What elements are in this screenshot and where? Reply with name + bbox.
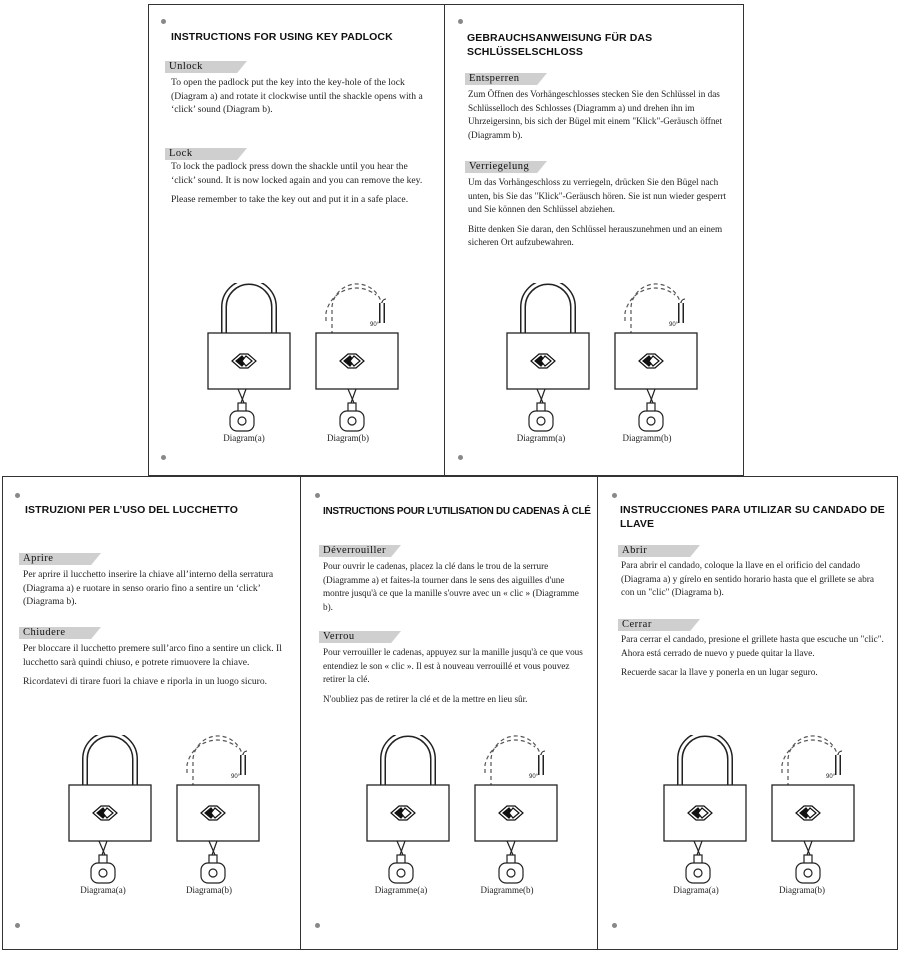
unlock-text: To open the padlock put the key into the key-hole of the lock (Diagram a) and rotate it clockwise until the shackle opens with a ‘click’ sound (Diagram b).: [171, 77, 423, 115]
section-heading: [465, 161, 547, 173]
lock-text: Um das Vorhängeschloss zu verriegeln, drücken Sie den Bügel nach unten, bis Sie das "Klick"-Geräusch hören. Sie ist nun wieder gesperrt und Sie können den Schlüssel abziehen.: [468, 177, 727, 214]
lock-heading: Lock: [169, 148, 193, 159]
unlock-section: [319, 545, 583, 620]
corner-dot: [458, 19, 463, 24]
lock-text: Para cerrar el candado, presione el grillete hasta que escuche un "clic". Ahora está cerrado de nuevo y puede quitar la llave.: [621, 635, 884, 659]
unlock-heading: Déverrouiller: [323, 545, 387, 556]
panel-german: [444, 4, 744, 476]
lock-text: Per bloccare il lucchetto premere sull’arco fino a sentire un click. Il lucchetto sarà quindi chiuso, e potrete rimuovere la chiave.: [23, 643, 282, 668]
angle-label: 90°: [529, 774, 539, 780]
corner-dot: [315, 923, 320, 928]
diagram-b-caption: Diagram(b): [327, 433, 369, 443]
unlock-text: Pour ouvrir le cadenas, placez la clé dans le trou de la serrure (Diagramme a) et faites-la tourner dans le sens des aiguilles d'une montre jusqu'à ce que la manille s'ouvre avec un « clic » (Diagramme b).: [323, 561, 579, 612]
diagram-a-caption: Diagram(a): [223, 433, 265, 443]
unlock-section: [165, 61, 427, 123]
panel-french: [300, 476, 599, 950]
lock-text: Pour verrouiller le cadenas, appuyez sur la manille jusqu'à ce que vous entendiez le son « clic ». Il est à nouveau verrouillé et vous pouvez retirer la clé.: [323, 647, 583, 684]
angle-label: 90°: [669, 322, 679, 328]
section-heading: [618, 545, 700, 557]
corner-dot: [161, 19, 166, 24]
corner-dot: [15, 493, 20, 498]
lock-heading: Chiudere: [23, 627, 66, 638]
diagram-a-caption: Diagramme(a): [374, 885, 428, 895]
corner-dot: [458, 455, 463, 460]
padlock-closed-diagram: [363, 735, 463, 895]
panel-italian: [2, 476, 302, 950]
note-text: N'oubliez pas de retirer la clé et de la mettre en lieu sûr.: [323, 693, 528, 704]
diagrams: [503, 283, 733, 453]
angle-label: 90°: [826, 774, 836, 780]
lock-section: [165, 148, 427, 213]
panel-title: INSTRUCTIONS FOR USING KEY PADLOCK: [171, 31, 393, 43]
section-heading: [319, 631, 401, 643]
section-heading: [319, 545, 401, 557]
section-heading: [165, 61, 247, 73]
section-heading: [19, 553, 101, 565]
diagram-b-caption: Diagramm(b): [622, 433, 672, 443]
lock-section: [465, 161, 730, 256]
corner-dot: [15, 923, 20, 928]
diagram-a-caption: Diagrama(a): [80, 885, 126, 895]
panel-spanish: [597, 476, 898, 950]
note-text: Please remember to take the key out and put it in a safe place.: [171, 194, 409, 205]
lock-heading: Cerrar: [622, 619, 652, 630]
lock-text: To lock the padlock press down the shackle until you hear the ‘click’ sound. It is now locked again and you can remove the key.: [171, 161, 423, 186]
section-heading: [165, 148, 247, 160]
angle-label: 90°: [370, 322, 380, 328]
padlock-open-diagram: [173, 735, 283, 895]
unlock-section: [19, 553, 291, 615]
unlock-heading: Unlock: [169, 61, 203, 72]
unlock-text: Para abrir el candado, coloque la llave en el orificio del candado (Diagrama a) y gírelo en sentido horario hasta que el grillete se abra con un "clic" (Diagrama b).: [621, 561, 874, 598]
diagram-a-caption: Diagrama(a): [673, 885, 719, 895]
diagrams: [660, 735, 890, 905]
note-text: Ricordatevi di tirare fuori la chiave e riporla in un luogo sicuro.: [23, 676, 268, 687]
diagram-b-caption: Diagramme(b): [480, 885, 534, 895]
diagrams: [363, 735, 593, 905]
diagrams: [65, 735, 295, 905]
padlock-closed-diagram: [660, 735, 760, 895]
unlock-text: Per aprire il lucchetto inserire la chiave all’interno della serratura (Diagrama a) e ruotare in senso orario fino a sentire un ‘click’ (Diagrama b).: [23, 569, 274, 607]
padlock-open-diagram: [768, 735, 878, 895]
lock-heading: Verriegelung: [469, 161, 530, 172]
corner-dot: [161, 455, 166, 460]
diagram-a-caption: Diagramm(a): [516, 433, 566, 443]
lock-heading: Verrou: [323, 631, 355, 642]
diagram-b-caption: Diagrama(b): [186, 885, 232, 895]
angle-label: 90°: [231, 774, 241, 780]
lock-section: [618, 619, 884, 687]
padlock-closed-diagram: [503, 283, 603, 443]
unlock-heading: Entsperren: [469, 73, 520, 84]
lock-section: [19, 627, 291, 695]
unlock-heading: Aprire: [23, 553, 54, 564]
padlock-open-diagram: [471, 735, 581, 895]
panel-english: [148, 4, 446, 476]
padlock-closed-diagram: [65, 735, 165, 895]
corner-dot: [612, 493, 617, 498]
unlock-section: [465, 73, 730, 148]
unlock-heading: Abrir: [622, 545, 648, 556]
panel-title: GEBRAUCHSANWEISUNG FÜR DAS SCHLÜSSELSCHLOSS: [467, 32, 653, 58]
note-text: Recuerde sacar la llave y ponerla en un lugar seguro.: [621, 668, 818, 678]
corner-dot: [315, 493, 320, 498]
note-text: Bitte denken Sie daran, den Schlüssel herauszunehmen und an einem sicheren Ort aufzubewahren.: [468, 223, 723, 247]
unlock-text: Zum Öffnen des Vorhängeschlosses stecken Sie den Schlüssel in das Schlüsselloch des Schlosses (Diagramm a) und drehen ihn im Uhrzeigersinn, bis sich der Bügel mit einem "Klick"-Geräusch öffnet (Diagramm b).: [468, 89, 723, 140]
section-heading: [19, 627, 101, 639]
diagram-b-caption: Diagrama(b): [779, 885, 825, 895]
padlock-closed-diagram: [204, 283, 304, 443]
lock-section: [319, 631, 583, 712]
padlock-open-diagram: [611, 283, 721, 443]
panel-title: INSTRUCTIONS POUR L’UTILISATION DU CADENAS À CLÉ: [323, 506, 591, 517]
padlock-open-diagram: [312, 283, 422, 443]
section-heading: [618, 619, 700, 631]
unlock-section: [618, 545, 884, 607]
panel-title: ISTRUZIONI PER L’USO DEL LUCCHETTO: [25, 504, 239, 516]
diagrams: [204, 283, 434, 453]
corner-dot: [612, 923, 617, 928]
section-heading: [465, 73, 547, 85]
panel-title: INSTRUCCIONES PARA UTILIZAR SU CANDADO DE LLAVE: [620, 504, 885, 530]
